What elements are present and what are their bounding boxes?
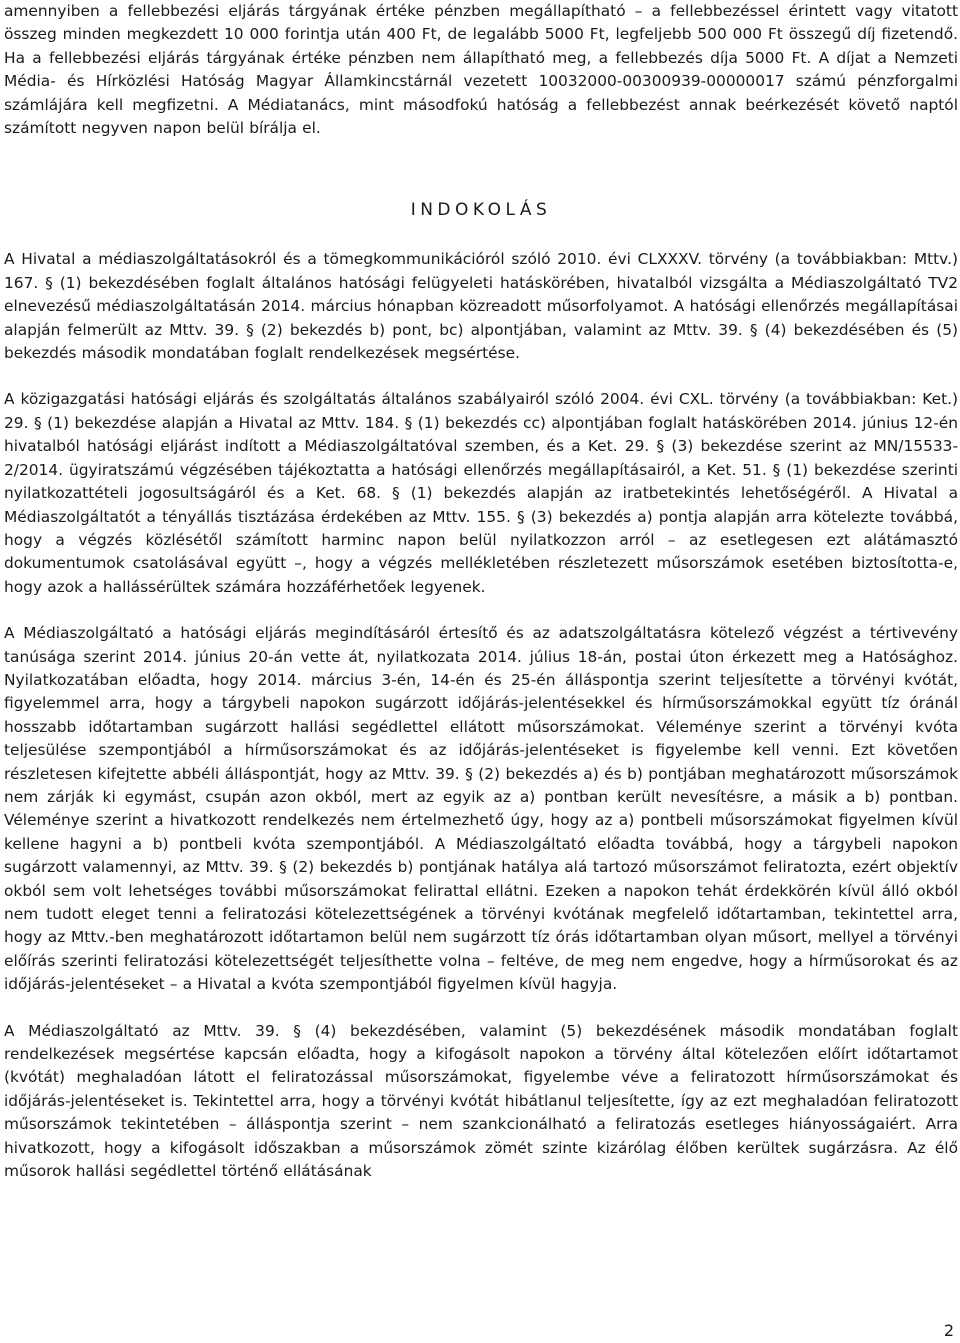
document-page — [4, 0, 958, 1183]
paragraph-investigation: A Hivatal a médiaszolgáltatásokról és a tömegkommunikációról szóló 2010. évi CLXXXV. törvény (a továbbiakban: Mttv.) 167. § (1) bekezdésében foglalt általános hatósági felügyeleti hatáskörében, hivatalból vizsgálta a Médiaszolgáltató TV2 elnevezésű médiaszolgáltatásán 2014. március hónapban közreadott műsorfolyamot. A hatósági ellenőrzés megállapításai alapján felmerült az Mttv. 39. § (2) bekezdés b) pont, bc) alpontjában, valamint az Mttv. 39. § (4) bekezdésében és (5) bekezdés második mondatában foglalt rendelkezések megsértése. — [4, 250, 958, 363]
paragraph-spacer — [4, 599, 958, 622]
paragraph-proceedings: A közigazgatási hatósági eljárás és szolgáltatás általános szabályairól szóló 2004. évi CXL. törvény (a továbbiakban: Ket.) 29. § (1) bekezdése alapján a Hivatal az Mttv. 184. § (1) bekezdés cc) alpontjában foglalt hatáskörében 2014. június 12-én hivatalból hatósági eljárást indított a Médiaszolgáltatóval szemben, és a Ket. 29. § (3) bekezdése szerint az MN/15533-2/2014. ügyiratszámú végzésében tájékoztatta a hatósági ellenőrzés megállapításairól, a Ket. 51. § (1) bekezdése szerinti nyilatkozattételi jogosultságáról és a Ket. 68. § (1) bekezdés alapján az iratbetekintés lehetőségéről. A Hivatal a Médiaszolgáltatót a tényállás tisztázása érdekében az Mttv. 155. § (3) bekezdés a) pontja alapján arra kötelezte továbbá, hogy a végzés közlésétől számított harminc napon belül nyilatkozzon arról – az esetlegesen ezt alátámasztó dokumentumok csatolásával együtt –, hogy a végzés mellékletében részletezett műsorszámok esetében biztosította-e, hogy azok a hallássérültek számára hozzáférhetőek legyenek. — [4, 390, 958, 596]
paragraph-spacer — [4, 997, 958, 1020]
paragraph-spacer — [4, 365, 958, 388]
paragraph-appeal-fee: amennyiben a fellebbezési eljárás tárgyának értéke pénzben megállapítható – a fellebbezéssel érintett vagy vitatott összeg minden megkezdett 10 000 forintja után 400 Ft, de legalább 5000 Ft, legfeljebb 500 000 Ft összegű díj fizetendő. Ha a fellebbezési eljárás tárgyának értéke pénzben nem állapítható meg, a fellebbezés díja 5000 Ft. A díjat a Nemzeti Média- és Hírközlési Hatóság Magyar Államkincstárnál vezetett 10032000-00300939-00000017 számú pénzforgalmi számlájára kell megfizetni. A Médiatanács, mint másodfokú hatóság a fellebbezést annak beérkezését követő naptól számított negyven napon belül bírálja el. — [4, 2, 958, 138]
section-heading: INDOKOLÁS — [410, 200, 552, 221]
paragraph-provider-statement: A Médiaszolgáltató a hatósági eljárás megindításáról értesítő és az adatszolgáltatásra kötelező végzést a tértivevény tanúsága szerint 2014. június 20-án vette át, nyilatkozata 2014. július 18-án, postai úton érkezett meg a Hatósághoz. Nyilatkozatában előadta, hogy 2014. március 3-én, 14-én és 25-én álláspontja szerint teljesítette a törvényi kvótát, figyelemmel arra, hogy a tárgybeli napokon sugárzott időjárás-jelentésekkel és hírműsorszámokkal együtt tíz óránál hosszabb időtartamban sugárzott hallási segédlettel ellátott műsorszámokat. Véleménye szerint a törvényi kvóta teljesülése szempontjából a hírműsorszámokat és az időjárás-jelentéseket is figyelembe kell venni. Ezt követően részletesen kifejtette abbéli álláspontját, hogy az Mttv. 39. § (2) bekezdés a) és b) pontjában meghatározott műsorszámok nem zárják ki egymást, csupán azon okból, mert az egyik az a) pontban került nevesítésre, a másik a b) pontban. Véleménye szerint a hivatkozott rendelkezés nem értelmezhető úgy, hogy az a) pontbeli műsorszámokat figyelmen kívül kellene hagyni a b) pontbeli kvóta szempontjából. A Médiaszolgáltató előadta továbbá, hogy a tárgybeli napokon sugárzott valamennyi, az Mttv. 39. § (2) bekezdés b) pontjának hatálya alá tartozó műsorszámot feliratozta, ezért objektív okból sem volt lehetséges további műsorszámokat felirattal ellátni. Ezeken a napokon tehát érdekkörén kívül álló okból nem tudott eleget tenni a feliratozási kötelezettségének a törvényi kvótának megfelelő időtartamban, tekintettel arra, hogy az Mttv.-ben meghatározott időtartamon belül nem sugárzott tíz órás időtartamban olyan műsort, mellyel a törvényi előírás szerinti feliratozási kötelezettségét teljesíthette volna – feltéve, de meg nem engedve, hogy a hírműsorokat és az időjárás-jelentéseket – a Hivatal a kvóta szempontjából figyelmen kívül hagyja. — [4, 624, 958, 994]
paragraph-provider-argument: A Médiaszolgáltató az Mttv. 39. § (4) bekezdésében, valamint (5) bekezdésének második mondatában foglalt rendelkezések megsértése kapcsán előadta, hogy a kifogásolt napokon a törvény által kötelezően előírt időtartamot (kvótát) meghaladóan látott el feliratozással műsorszámokat, figyelembe véve a feliratozott hírműsorszámokat és időjárás-jelentéseket is. Tekintettel arra, hogy a törvényi kvótát hibátlanul teljesítette, így az ezt meghaladóan feliratozott műsorszámok tekintetében – álláspontja szerint – nem szankcionálható a feliratozás esetleges hiányosságaiért. Arra hivatkozott, hogy a kifogásolt időszakban a műsorszámok zömét szinte kizárólag élőben kerültek sugárzásra. Az élő műsorok hallási segédlettel történő ellátásának — [4, 1021, 958, 1181]
page-number: 2 — [943, 1321, 954, 1340]
